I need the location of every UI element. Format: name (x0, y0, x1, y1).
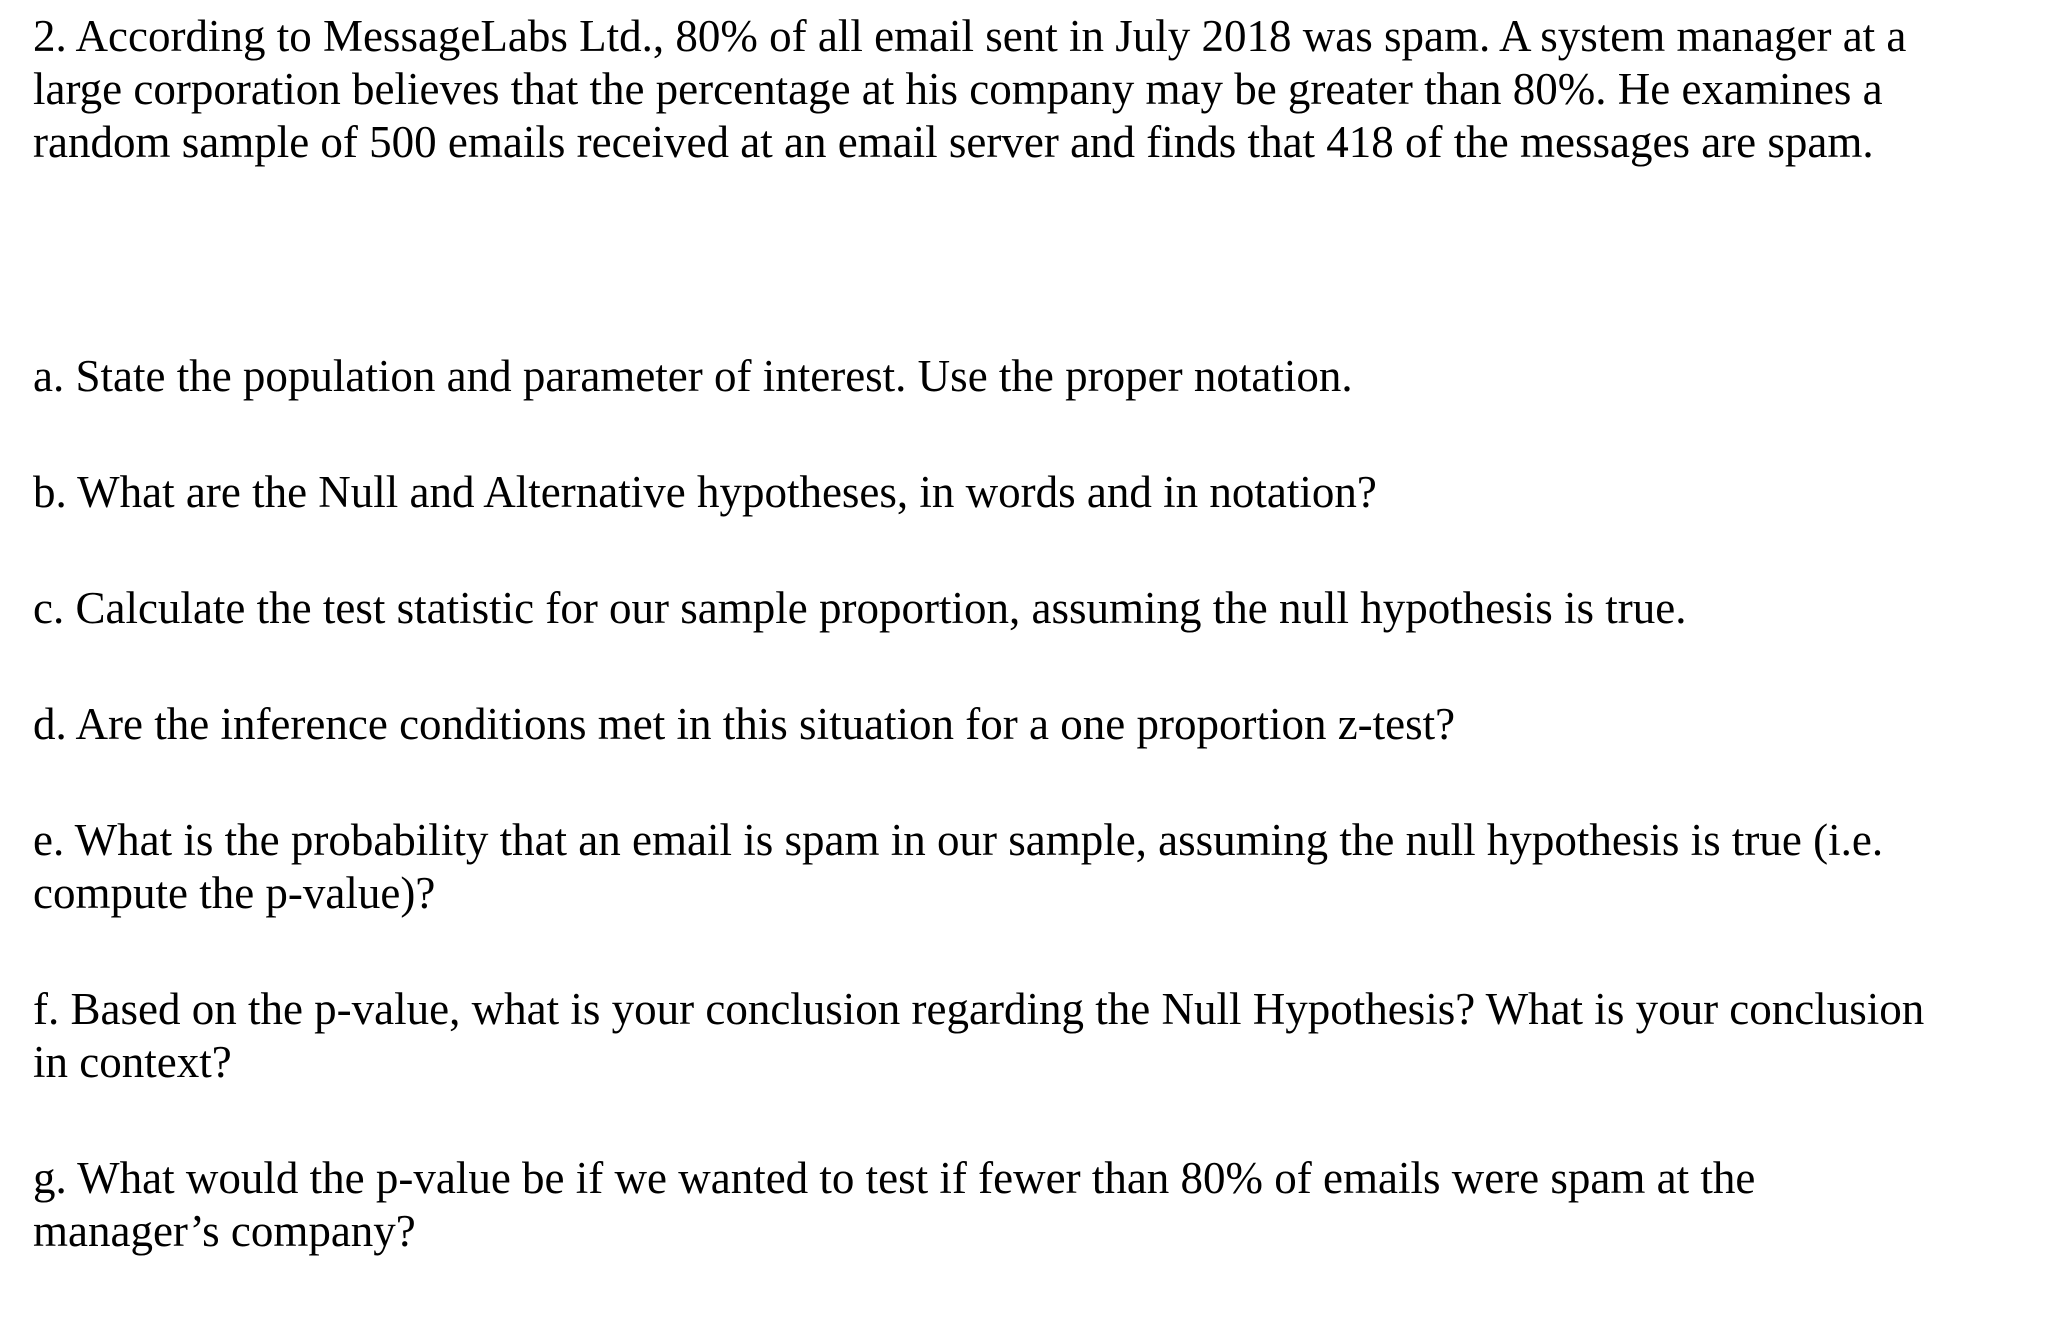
problem-statement-line: large corporation believes that the percentage at his company may be greater than 80%. He examines a (33, 64, 1883, 114)
question-e-line: compute the p-value)? (33, 868, 436, 918)
question-e-line: e. What is the probability that an email is spam in our sample, assuming the null hypothesis is true (i.e. (33, 815, 1884, 865)
problem-statement-line: 2. According to MessageLabs Ltd., 80% of all email sent in July 2018 was spam. A system manager at a (33, 11, 1907, 61)
question-e (33, 814, 1883, 920)
question-a (33, 350, 1353, 403)
problem-statement-line: random sample of 500 emails received at an email server and finds that 418 of the messages are spam. (33, 117, 1874, 167)
question-c (33, 582, 1686, 635)
question-f (33, 983, 1924, 1089)
question-f-line: in context? (33, 1037, 232, 1087)
question-d (33, 698, 1455, 751)
question-c-line: c. Calculate the test statistic for our sample proportion, assuming the null hypothesis is true. (33, 583, 1687, 633)
problem-statement (33, 10, 1906, 169)
question-g-line: g. What would the p-value be if we wanted to test if fewer than 80% of emails were spam at the (33, 1153, 1756, 1203)
question-f-line: f. Based on the p-value, what is your conclusion regarding the Null Hypothesis? What is your conclusion (33, 984, 1925, 1034)
question-b-line: b. What are the Null and Alternative hypotheses, in words and in notation? (33, 467, 1377, 517)
question-g-line: manager’s company? (33, 1206, 416, 1256)
question-g (33, 1152, 1755, 1258)
question-d-line: d. Are the inference conditions met in this situation for a one proportion z-test? (33, 699, 1456, 749)
question-b (33, 466, 1377, 519)
question-a-line: a. State the population and parameter of interest. Use the proper notation. (33, 351, 1353, 401)
